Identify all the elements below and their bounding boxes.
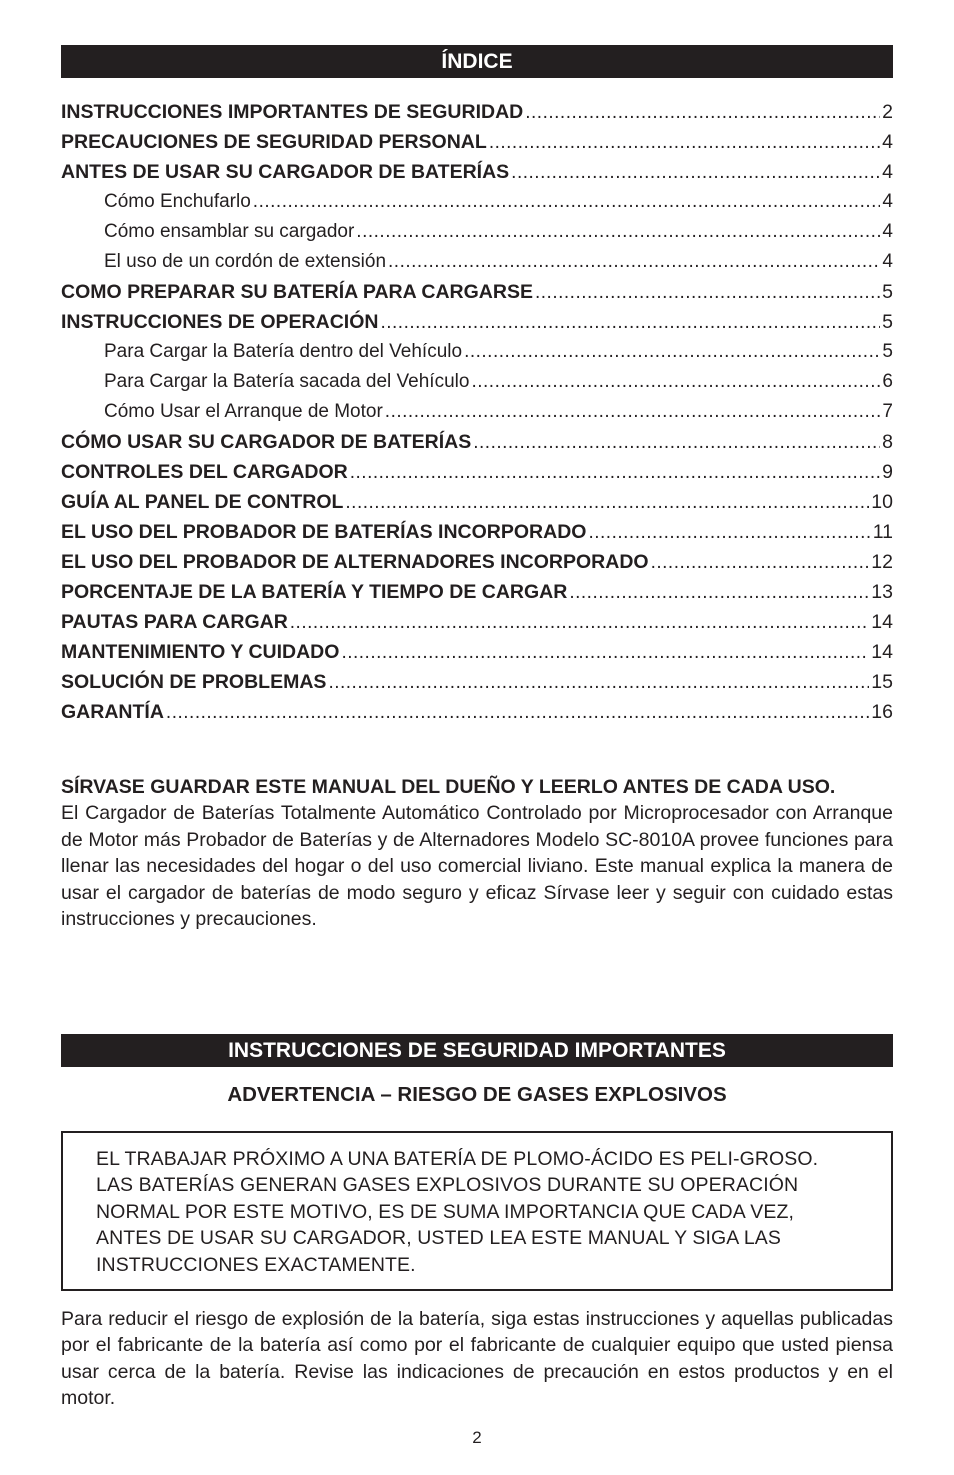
toc-entry-title: Cómo Enchufarlo: [104, 191, 251, 212]
toc-entry: [61, 367, 893, 397]
toc-entry-title: INSTRUCCIONES IMPORTANTES DE SEGURIDAD: [61, 101, 524, 123]
toc-entry-title: ANTES DE USAR SU CARGADOR DE BATERÍAS: [61, 161, 510, 183]
warning-heading: ADVERTENCIA – RIESGO DE GASES EXPLOSIVOS: [227, 1083, 727, 1106]
toc-entry-page: 4: [882, 131, 893, 153]
toc-dot-leader: [535, 278, 880, 307]
toc-entry-page: 14: [871, 611, 893, 633]
toc-entry-page: 14: [871, 641, 893, 663]
toc-entry: [61, 277, 893, 307]
toc-header-bar: [61, 45, 893, 78]
toc-entry-title: PRECAUCIONES DE SEGURIDAD PERSONAL: [61, 131, 487, 153]
toc-entry: [61, 307, 893, 337]
toc-dot-leader: [489, 128, 880, 157]
intro-section: [61, 774, 893, 932]
toc-dot-leader: [569, 578, 869, 607]
toc-entry-page: 4: [882, 221, 893, 242]
toc-entry-title: PAUTAS PARA CARGAR: [61, 611, 288, 633]
toc-entry-page: 6: [882, 371, 893, 392]
toc-entry: [61, 127, 893, 157]
toc-dot-leader: [385, 397, 881, 427]
toc-entry-page: 7: [882, 401, 893, 422]
toc-entry-title: Cómo ensamblar su cargador: [104, 221, 355, 242]
toc-header: ÍNDICE: [441, 50, 513, 73]
toc-dot-leader: [525, 98, 880, 127]
toc-entry: [61, 697, 893, 727]
toc-entry: [61, 667, 893, 697]
safety-header: INSTRUCCIONES DE SEGURIDAD IMPORTANTES: [228, 1039, 726, 1062]
toc-entry-title: GARANTÍA: [61, 701, 164, 723]
toc-entry: [61, 547, 893, 577]
toc-entry-title: CÓMO USAR SU CARGADOR DE BATERÍAS: [61, 431, 472, 453]
toc-entry-page: 2: [882, 101, 893, 123]
toc-entry: [61, 637, 893, 667]
toc-entry-title: MANTENIMIENTO Y CUIDADO: [61, 641, 340, 663]
warning-box: [61, 1131, 893, 1291]
toc-dot-leader: [380, 308, 880, 337]
toc-entry: [61, 157, 893, 187]
toc-entry-title: EL USO DEL PROBADOR DE ALTERNADORES INCORPORADO: [61, 551, 649, 573]
toc-dot-leader: [290, 608, 870, 637]
toc-entry-title: CONTROLES DEL CARGADOR: [61, 461, 348, 483]
toc-entry-page: 4: [882, 161, 893, 183]
toc-entry-page: 16: [871, 701, 893, 723]
toc-dot-leader: [356, 217, 880, 247]
toc-dot-leader: [341, 638, 869, 667]
toc-entry-title: EL USO DEL PROBADOR DE BATERÍAS INCORPORADO: [61, 521, 587, 543]
toc-entry-page: 5: [882, 341, 893, 362]
toc-dot-leader: [166, 698, 869, 727]
toc-entry: [61, 457, 893, 487]
table-of-contents: [61, 97, 893, 727]
toc-dot-leader: [345, 488, 869, 517]
toc-dot-leader: [473, 428, 880, 457]
toc-dot-leader: [350, 458, 880, 487]
toc-entry-page: 10: [871, 491, 893, 513]
toc-entry: [61, 517, 893, 547]
toc-entry-title: INSTRUCCIONES DE OPERACIÓN: [61, 311, 379, 333]
toc-entry: [61, 247, 893, 277]
closing-paragraph: Para reducir el riesgo de explosión de la batería, siga estas instrucciones y aquellas publicadas por el fabricante de la batería así como por el fabricante de cualquier equipo que usted piensa usar cerca de la batería. Revise las indicaciones de precaución en estos productos y en el motor.: [61, 1308, 893, 1410]
toc-entry-page: 12: [871, 551, 893, 573]
toc-entry: [61, 607, 893, 637]
toc-dot-leader: [511, 158, 880, 187]
toc-entry-page: 15: [871, 671, 893, 693]
toc-entry-page: 4: [882, 191, 893, 212]
toc-entry-title: SOLUCIÓN DE PROBLEMAS: [61, 671, 327, 693]
toc-entry-page: 4: [882, 251, 893, 272]
toc-entry: [61, 577, 893, 607]
toc-entry-page: 11: [872, 521, 893, 543]
toc-dot-leader: [651, 548, 870, 577]
toc-entry-page: 9: [882, 461, 893, 483]
toc-entry-title: GUÍA AL PANEL DE CONTROL: [61, 491, 344, 513]
toc-dot-leader: [464, 337, 880, 367]
toc-entry-page: 8: [882, 431, 893, 453]
toc-dot-leader: [588, 518, 870, 547]
toc-entry: [61, 397, 893, 427]
toc-dot-leader: [388, 247, 880, 277]
toc-entry: [61, 97, 893, 127]
toc-entry-title: Para Cargar la Batería sacada del Vehículo: [104, 371, 470, 392]
toc-entry: [61, 187, 893, 217]
toc-entry-title: Para Cargar la Batería dentro del Vehículo: [104, 341, 463, 362]
toc-entry-title: PORCENTAJE DE LA BATERÍA Y TIEMPO DE CARGAR: [61, 581, 568, 603]
warning-text: EL TRABAJAR PRÓXIMO A UNA BATERÍA DE PLOMO-ÁCIDO ES PELI-GROSO. LAS BATERÍAS GENERAN GASES EXPLOSIVOS DURANTE SU OPERACIÓN NORMAL POR ESTE MOTIVO, ES DE SUMA IMPORTANCIA QUE CADA VEZ, ANTES DE USAR SU CARGADOR, USTED LEA ESTE MANUAL Y SIGA LAS INSTRUCCIONES EXACTAMENTE.: [96, 1148, 819, 1276]
toc-entry-title: COMO PREPARAR SU BATERÍA PARA CARGARSE: [61, 281, 533, 303]
toc-entry: [61, 427, 893, 457]
toc-entry: [61, 487, 893, 517]
intro-notice: SÍRVASE GUARDAR ESTE MANUAL DEL DUEÑO Y LEERLO ANTES DE CADA USO.: [61, 776, 836, 798]
page-number: 2: [472, 1428, 482, 1447]
safety-header-bar: [61, 1034, 893, 1067]
toc-dot-leader: [471, 367, 880, 397]
toc-entry-title: El uso de un cordón de extensión: [104, 251, 387, 272]
toc-entry-title: Cómo Usar el Arranque de Motor: [104, 401, 383, 422]
intro-body: El Cargador de Baterías Totalmente Automático Controlado por Microprocesador con Arranque de Motor más Probador de Baterías y de Alternadores Modelo SC-8010A provee funciones para llenar las necesidades del hogar o del uso comercial liviano. Este manual explica la manera de usar el cargador de baterías de modo seguro y eficaz Sírvase leer y seguir con cuidado estas instrucciones y precauciones.: [61, 802, 893, 931]
toc-dot-leader: [253, 187, 881, 217]
toc-entry-page: 5: [882, 311, 893, 333]
toc-entry-page: 13: [871, 581, 893, 603]
toc-dot-leader: [328, 668, 869, 697]
toc-entry: [61, 337, 893, 367]
toc-entry-page: 5: [882, 281, 893, 303]
toc-entry: [61, 217, 893, 247]
